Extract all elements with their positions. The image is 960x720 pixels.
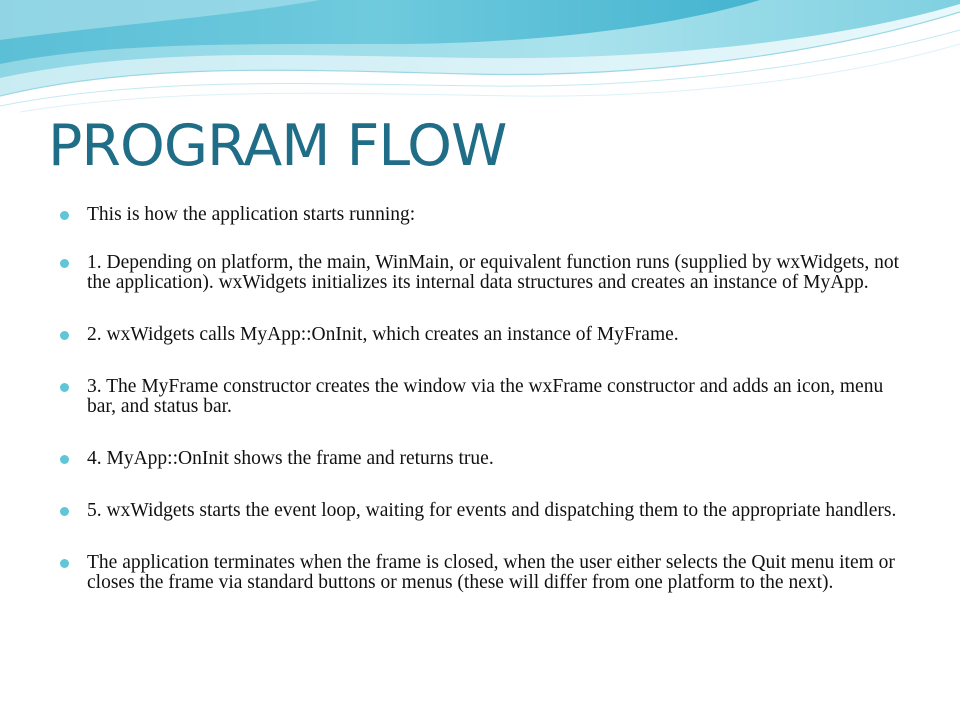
bullet-list [60, 205, 912, 593]
bullet-text: 2. wxWidgets calls MyApp::OnInit, which creates an instance of MyFrame. [87, 324, 679, 345]
bullet-dot-icon [60, 331, 69, 340]
list-item [60, 253, 912, 293]
bullet-text: 5. wxWidgets starts the event loop, waiting for events and dispatching them to the appropriate handlers. [87, 500, 897, 521]
bullet-text: 3. The MyFrame constructor creates the window via the wxFrame constructor and adds an icon, menu bar, and status bar. [87, 376, 884, 417]
list-item [60, 553, 912, 593]
bullet-dot-icon [60, 259, 69, 268]
list-item [60, 377, 912, 417]
list-item [60, 501, 912, 521]
bullet-dot-icon [60, 507, 69, 516]
bullet-dot-icon [60, 455, 69, 464]
list-item [60, 205, 912, 225]
bullet-dot-icon [60, 211, 69, 220]
bullet-text: 4. MyApp::OnInit shows the frame and returns true. [87, 448, 494, 469]
list-item [60, 449, 912, 469]
bullet-text: This is how the application starts running: [87, 204, 416, 225]
list-item [60, 325, 912, 345]
bullet-text: The application terminates when the frame is closed, when the user either selects the Quit menu item or closes the frame via standard buttons or menus (these will differ from one platform to the next). [87, 552, 895, 593]
bullet-text: 1. Depending on platform, the main, WinMain, or equivalent function runs (supplied by wxWidgets, not the application). wxWidgets initializes its internal data structures and creates an instance of MyApp. [87, 252, 900, 293]
bullet-dot-icon [60, 559, 69, 568]
wave-header-decoration [0, 0, 960, 120]
page-title: PROGRAM FLOW [48, 113, 507, 179]
bullet-dot-icon [60, 383, 69, 392]
